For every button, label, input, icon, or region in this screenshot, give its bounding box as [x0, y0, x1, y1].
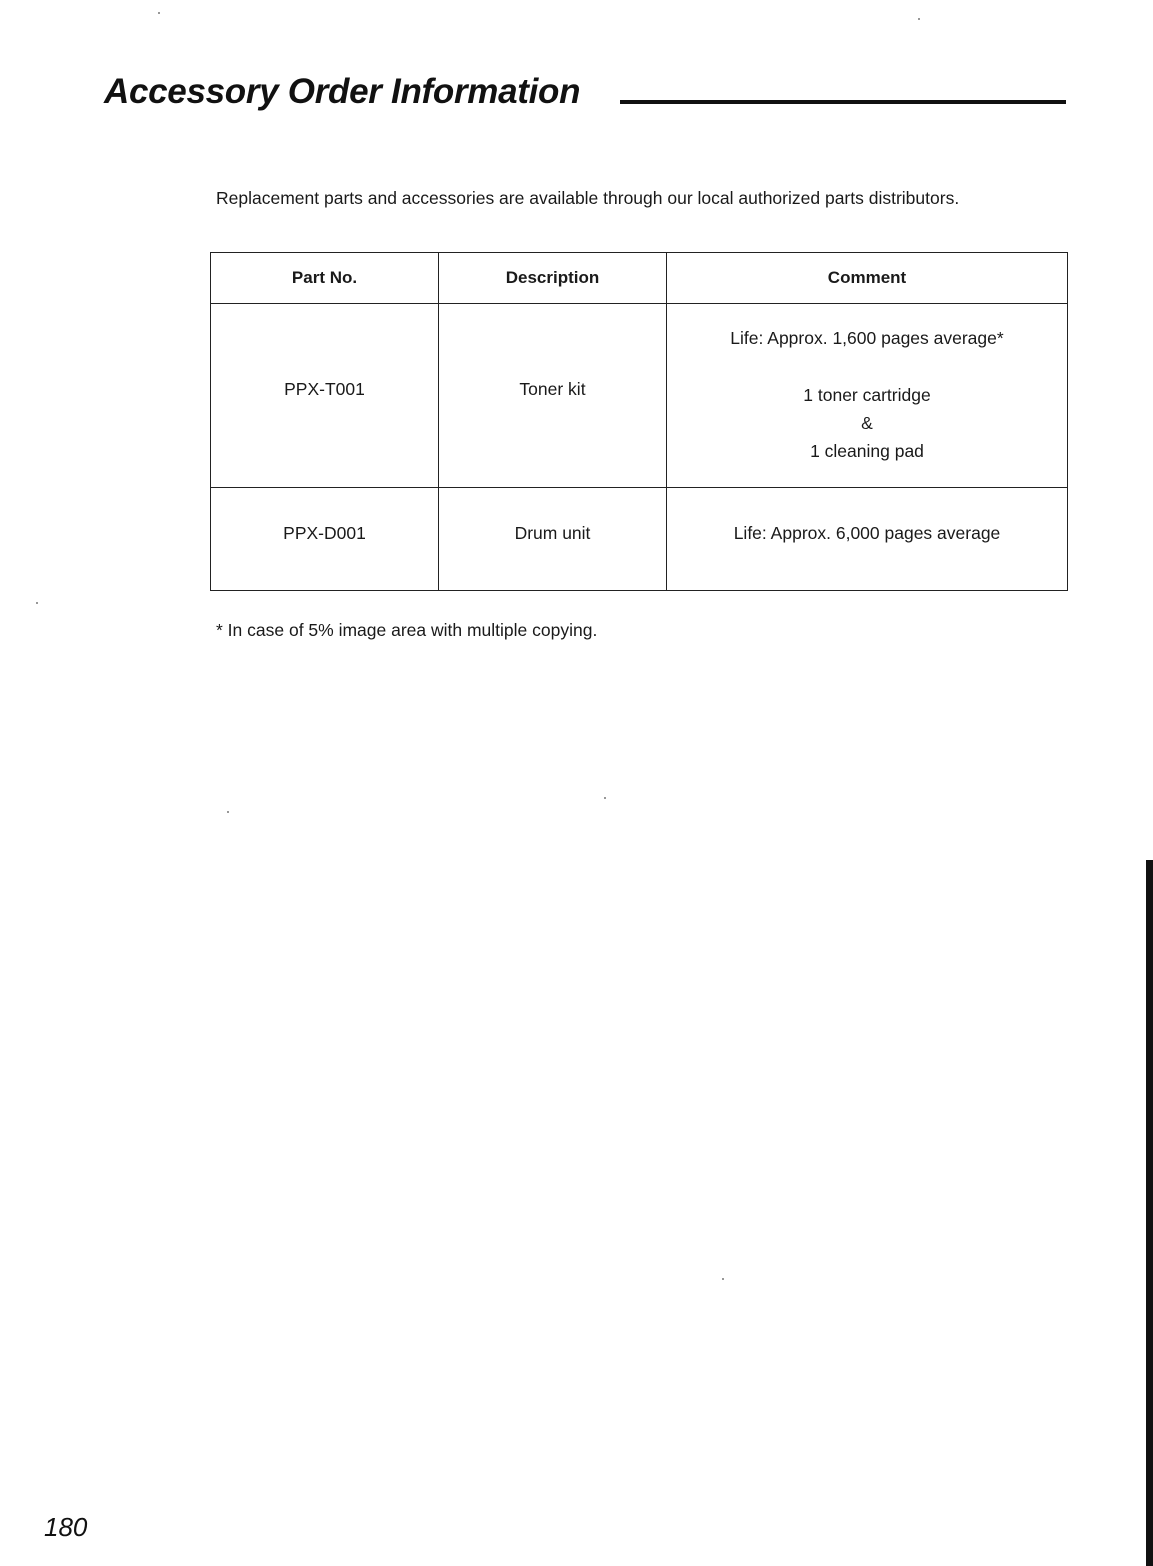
- title-rule: [620, 100, 1066, 104]
- description-value: Drum unit: [514, 522, 591, 543]
- scan-speck: [604, 797, 606, 799]
- page-title: Accessory Order Information: [104, 72, 581, 111]
- header-part-no: Part No.: [211, 253, 439, 304]
- scan-speck: [36, 602, 38, 604]
- scan-edge-bar: [1146, 860, 1153, 1566]
- contents-line-3: 1 cleaning pad: [810, 441, 924, 461]
- footnote: * In case of 5% image area with multiple copying.: [216, 620, 598, 640]
- comment-cell: [667, 304, 1068, 488]
- scan-speck: [158, 12, 160, 14]
- comment-cell: [667, 488, 1068, 591]
- part-no-cell: [211, 488, 439, 591]
- header-description: Description: [439, 253, 667, 304]
- part-no-value: PPX-D001: [283, 522, 366, 543]
- table-row: [211, 304, 1068, 488]
- page-number: 180: [44, 1512, 88, 1542]
- scan-speck: [918, 18, 920, 20]
- contents-line-1: 1 toner cartridge: [803, 385, 931, 405]
- life-text: Life: Approx. 1,600 pages average*: [730, 328, 1004, 348]
- parts-table: [210, 252, 1068, 591]
- scan-speck: [227, 811, 229, 813]
- life-text: Life: Approx. 6,000 pages average: [733, 522, 1001, 543]
- header-comment: Comment: [667, 253, 1068, 304]
- description-cell: [439, 304, 667, 488]
- comment-block: [667, 304, 1067, 487]
- part-no-cell: [211, 304, 439, 488]
- description-value: Toner kit: [519, 379, 586, 399]
- part-no-value: PPX-T001: [284, 379, 365, 399]
- description-cell: [439, 488, 667, 591]
- intro-paragraph: Replacement parts and accessories are available through our local authorized parts distributors.: [216, 188, 960, 208]
- table-header-row: [211, 253, 1068, 304]
- scan-speck: [722, 1278, 724, 1280]
- table-row: [211, 488, 1068, 591]
- contents-line-2: &: [861, 413, 873, 433]
